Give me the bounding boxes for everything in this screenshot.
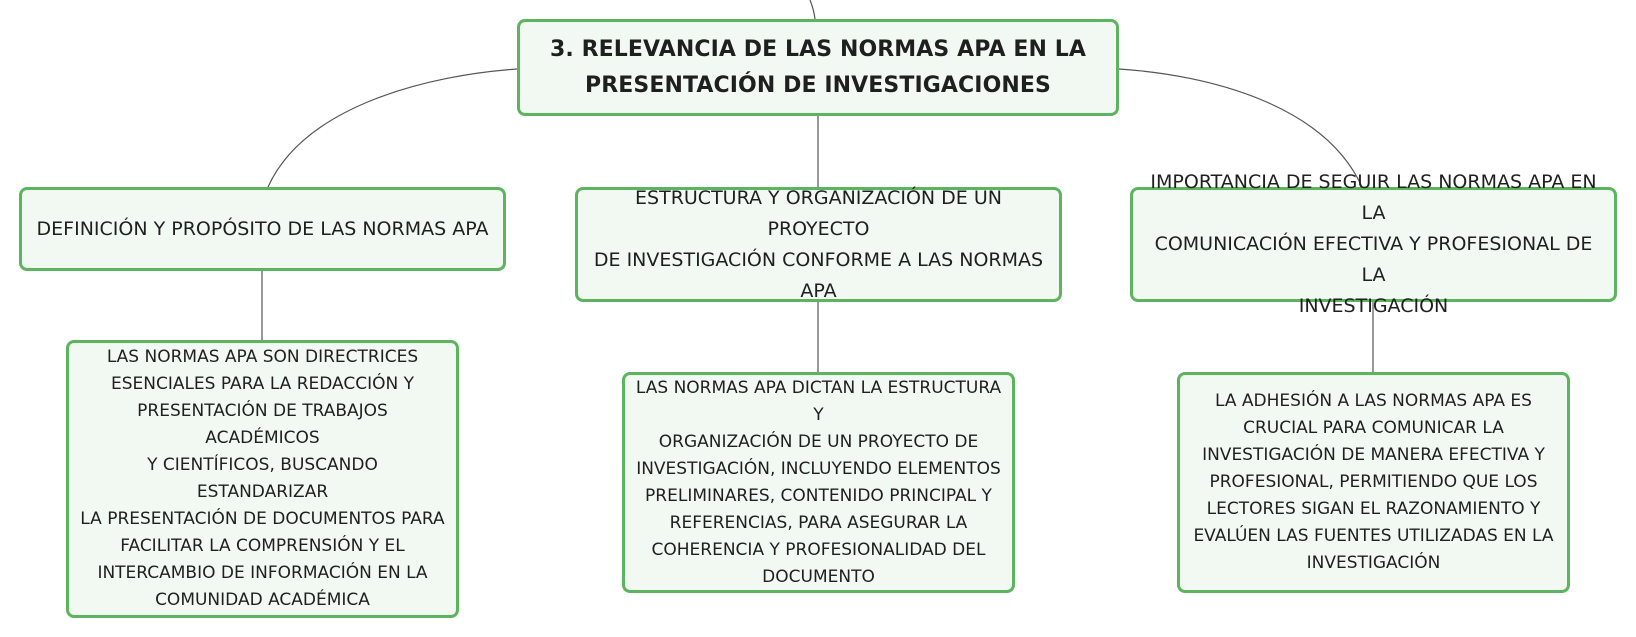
branch-node-structure[interactable]: [575, 187, 1062, 302]
branch-node-importance[interactable]: [1130, 171, 1617, 317]
leaf-node-importance-detail[interactable]: [1177, 372, 1570, 593]
root-topic-node[interactable]: [517, 19, 1119, 116]
branch-text-structure: ESTRUCTURA Y ORGANIZACIÓN DE UN PROYECTO DE INVESTIGACIÓN CONFORME A LAS NORMAS APA: [593, 186, 1044, 302]
leaf-node-structure-detail[interactable]: [622, 372, 1015, 593]
branch-text-importance: IMPORTANCIA DE SEGUIR LAS NORMAS APA EN LA COMUNICACIÓN EFECTIVA Y PROFESIONAL DE LA INVESTIGACIÓN: [1150, 171, 1597, 317]
branch-node-definition[interactable]: [19, 187, 506, 271]
leaf-node-definition-detail[interactable]: [66, 340, 459, 618]
branch-text-definition: DEFINICIÓN Y PROPÓSITO DE LAS NORMAS APA: [36, 217, 489, 240]
root-topic-text: 3. RELEVANCIA DE LAS NORMAS APA EN LA PRESENTACIÓN DE INVESTIGACIONES: [550, 36, 1086, 98]
leaf-text-structure-detail: LAS NORMAS APA DICTAN LA ESTRUCTURA Y ORGANIZACIÓN DE UN PROYECTO DE INVESTIGACIÓN, INCLUYENDO ELEMENTOS PRELIMINARES, CONTENIDO PRINCIPAL Y REFERENCIAS, PARA ASEGURAR LA COHERENCIA Y PROFESIONALIDAD DEL DOCUMENTO: [635, 377, 1002, 587]
connector-parent-to-root: [810, 0, 815, 19]
leaf-text-importance-detail: LA ADHESIÓN A LAS NORMAS APA ES CRUCIAL PARA COMUNICAR LA INVESTIGACIÓN DE MANERA EFECTIVA Y PROFESIONAL, PERMITIENDO QUE LOS LECTORES SIGAN EL RAZONAMIENTO Y EVALÚEN LAS FUENTES UTILIZADAS EN LA INVESTIGACIÓN: [1193, 391, 1554, 573]
connector-root-to-branch-1: [268, 69, 517, 187]
leaf-text-definition-detail: LAS NORMAS APA SON DIRECTRICES ESENCIALES PARA LA REDACCIÓN Y PRESENTACIÓN DE TRABAJOS ACADÉMICOS Y CIENTÍFICOS, BUSCANDO ESTANDARIZAR LA PRESENTACIÓN DE DOCUMENTOS PARA FACILITAR LA COMPRENSIÓN Y EL INTERCAMBIO DE INFORMACIÓN EN LA COMUNIDAD ACADÉMICA: [80, 347, 445, 610]
